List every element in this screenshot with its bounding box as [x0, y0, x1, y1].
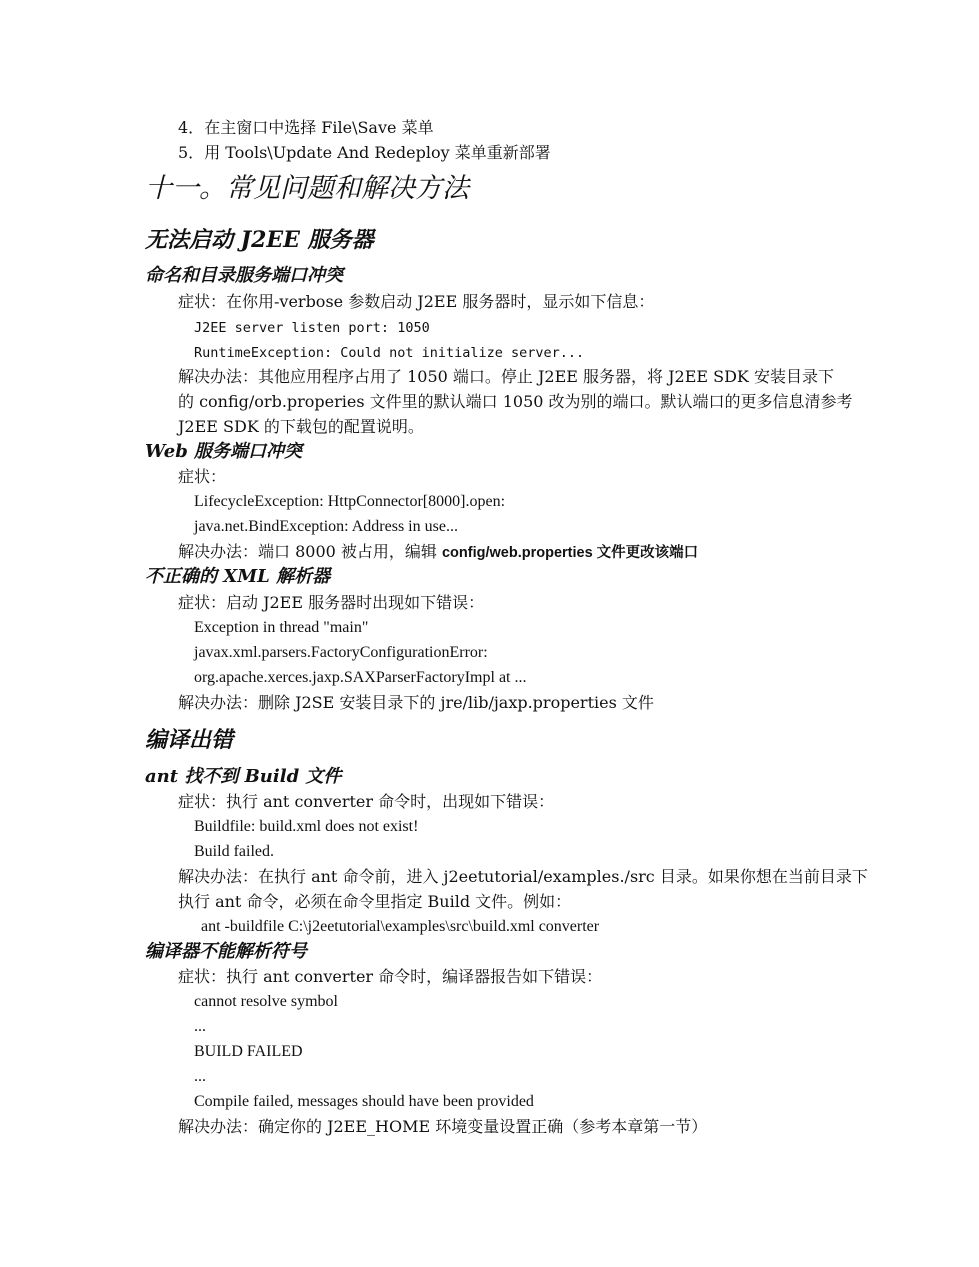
step-4: 4．在主窗口中选择 File\Save 菜单 [178, 118, 434, 137]
symbol-ellipsis-2: ... [194, 1068, 206, 1085]
subsection-title-xml: 不正确的 XML 解析器 [145, 566, 331, 587]
xml-solution: 解决办法：删除 J2SE 安装目录下的 jre/lib/jaxp.properties 文件 [178, 693, 654, 712]
section-title-compile: 编译出错 [145, 727, 234, 753]
symbol-code-2: BUILD FAILED [194, 1043, 303, 1060]
chapter-title: 十一。常见问题和解决方法 [145, 173, 469, 204]
naming-code-2: RuntimeException: Could not initialize server... [194, 345, 585, 361]
web-config-file: config/web.properties [441, 545, 593, 561]
subsection-title-symbol: 编译器不能解析符号 [145, 941, 307, 962]
xml-code-1: Exception in thread "main" [194, 619, 369, 636]
section-title-startup: 无法启动 J2EE 服务器 [145, 227, 374, 253]
web-code-1: LifecycleException: HttpConnector[8000].open: [194, 493, 506, 510]
xml-code-3: org.apache.xerces.jaxp.SAXParserFactoryImpl at ... [194, 669, 527, 686]
ant-solution-1: 解决办法：在执行 ant 命令前，进入 j2eetutorial/examples./src 目录。如果你想在当前目录下 [178, 867, 868, 886]
subsection-title-ant: ant 找不到 Build 文件 [145, 766, 342, 787]
web-code-2: java.net.BindException: Address in use... [194, 518, 458, 535]
ant-example: ant -buildfile C:\j2eetutorial\examples\src\build.xml converter [201, 918, 600, 935]
ant-solution-2: 执行 ant 命令，必须在命令里指定 Build 文件。例如： [178, 892, 572, 911]
symbol-code-1: cannot resolve symbol [194, 993, 338, 1010]
web-solution: 解决办法：端口 8000 被占用，编辑 config/web.properties 文件更改该端口 [178, 542, 699, 561]
symbol-code-3: Compile failed, messages should have been provided [194, 1093, 534, 1110]
xml-code-2: javax.xml.parsers.FactoryConfigurationError: [194, 644, 488, 661]
symbol-ellipsis-1: ... [194, 1018, 206, 1035]
subsection-title-naming: 命名和目录服务端口冲突 [145, 265, 343, 286]
xml-symptom: 症状：启动 J2EE 服务器时出现如下错误： [178, 593, 485, 612]
naming-code-1: J2EE server listen port: 1050 [194, 320, 430, 336]
symbol-symptom: 症状：执行 ant converter 命令时，编译器报告如下错误： [178, 967, 603, 986]
ant-code-1: Buildfile: build.xml does not exist! [194, 818, 419, 835]
step-5: 5．用 Tools\Update And Redeploy 菜单重新部署 [178, 143, 551, 162]
naming-solution-3: J2EE SDK 的下载包的配置说明。 [178, 417, 424, 436]
naming-solution-1: 解决办法：其他应用程序占用了 1050 端口。停止 J2EE 服务器，将 J2EE SDK 安装目录下 [178, 367, 834, 386]
symbol-solution: 解决办法：确定你的 J2EE_HOME 环境变量设置正确（参考本章第一节） [178, 1117, 708, 1136]
subsection-title-web: Web 服务端口冲突 [145, 441, 303, 462]
naming-solution-2: 的 config/orb.properies 文件里的默认端口 1050 改为别的端口。默认端口的更多信息清参考 [178, 392, 853, 411]
symbol-command: ant converter [263, 967, 374, 986]
naming-symptom: 症状：在你用-verbose 参数启动 J2EE 服务器时，显示如下信息： [178, 292, 655, 311]
ant-symptom: 症状：执行 ant converter 命令时，出现如下错误： [178, 792, 555, 811]
ant-code-2: Build failed. [194, 843, 274, 860]
web-symptom: 症状： [178, 467, 227, 486]
